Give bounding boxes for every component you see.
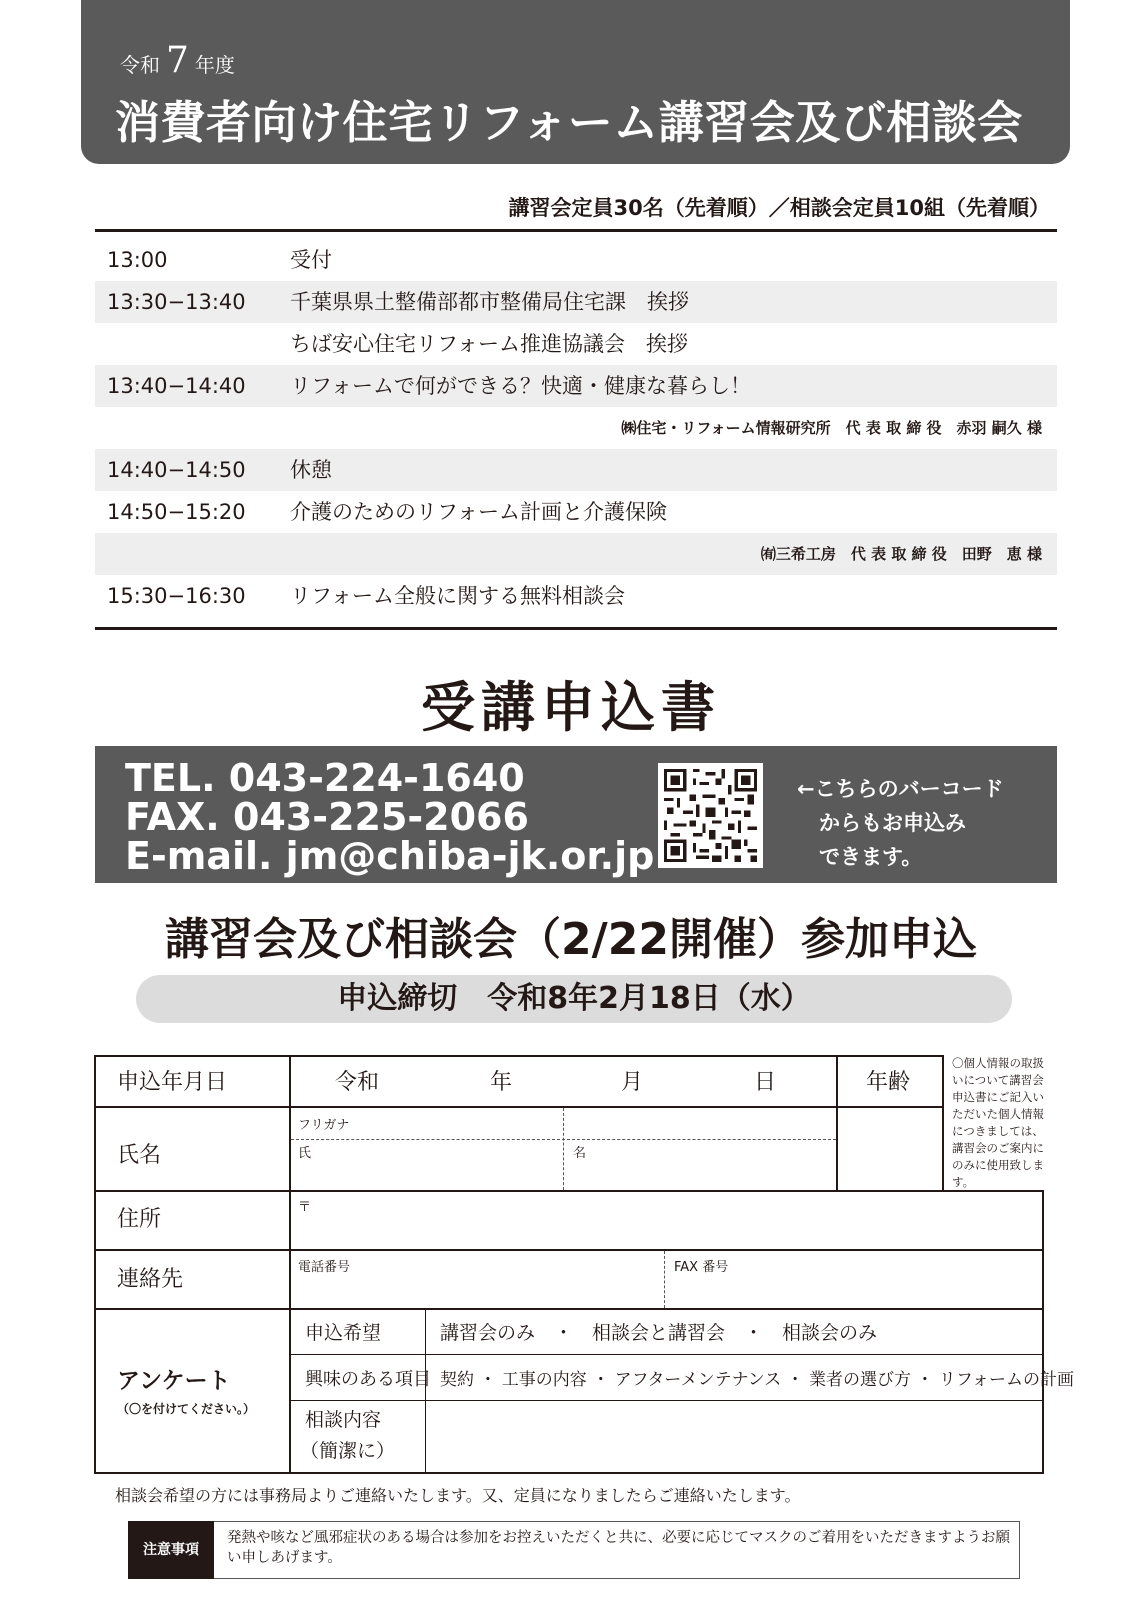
form-rule bbox=[94, 1190, 1044, 1192]
fax-field[interactable]: FAX 番号 bbox=[674, 1260, 729, 1275]
date-era: 令和 bbox=[335, 1070, 380, 1095]
date-year-field[interactable]: 年 bbox=[490, 1070, 513, 1095]
form-dashed-rule bbox=[664, 1251, 665, 1308]
qr-code-icon[interactable] bbox=[658, 763, 763, 868]
speaker-row: ㈲三希工房 代 表 取 締 役 田野 恵 様 bbox=[95, 533, 1057, 575]
interest-options[interactable]: 契約 ・ 工事の内容 ・ アフターメンテナンス ・ 業者の選び方 ・ リフォームの計画 bbox=[440, 1370, 1074, 1390]
age-label: 年齢 bbox=[866, 1070, 911, 1095]
form-border bbox=[94, 1055, 96, 1473]
address-label: 住所 bbox=[117, 1207, 162, 1232]
form-dashed-rule bbox=[563, 1108, 564, 1190]
date-day-field[interactable]: 日 bbox=[754, 1070, 777, 1095]
date-month-field[interactable]: 月 bbox=[621, 1070, 644, 1095]
interest-label: 興味のある項目 bbox=[305, 1369, 431, 1390]
qr-instruction bbox=[797, 772, 1004, 874]
speaker-row: ㈱住宅・リフォーム情報研究所 代 表 取 締 役 赤羽 嗣久 様 bbox=[621, 419, 1042, 437]
fiscal-year: 令和 7 年度 bbox=[120, 40, 235, 81]
wish-options[interactable]: 講習会のみ ・ 相談会と講習会 ・ 相談会のみ bbox=[440, 1322, 878, 1344]
tel-number[interactable]: TEL. 043-224-1640 bbox=[125, 756, 525, 800]
form-border bbox=[942, 1055, 944, 1192]
email-address[interactable]: E-mail. jm@chiba-jk.or.jp bbox=[125, 834, 655, 878]
consult-label: 相談内容 bbox=[305, 1409, 382, 1431]
schedule-bottom-rule bbox=[95, 627, 1057, 630]
schedule-row: ちば安心住宅リフォーム推進協議会 挨拶 bbox=[290, 332, 688, 356]
qr-instruction-line: できます。 bbox=[819, 845, 923, 869]
survey-label: アンケート bbox=[117, 1368, 231, 1394]
form-border bbox=[1042, 1190, 1044, 1474]
qr-instruction-line: ←こちらのバーコード bbox=[797, 777, 1004, 801]
form-rule bbox=[836, 1055, 838, 1192]
event-title: 講習会及び相談会（2/22開催）参加申込 bbox=[165, 914, 977, 965]
form-rule bbox=[94, 1106, 944, 1108]
furigana-field[interactable]: フリガナ bbox=[298, 1118, 350, 1133]
schedule-row: 15:30−16:30 リフォーム全般に関する無料相談会 bbox=[107, 584, 625, 608]
page-title: 消費者向け住宅リフォーム講習会及び相談会 bbox=[115, 96, 1023, 149]
form-border bbox=[94, 1472, 1044, 1474]
consult-content-field[interactable] bbox=[427, 1402, 1041, 1471]
contact-label: 連絡先 bbox=[117, 1267, 184, 1292]
schedule-top-rule bbox=[95, 229, 1057, 232]
contact-note: 相談会希望の方には事務局よりご連絡いたします。又、定員になりましたらご連絡いたします。 bbox=[115, 1486, 801, 1505]
survey-instruction: （〇を付けてください。） bbox=[117, 1402, 256, 1416]
privacy-note: 〇個人情報の取扱いについて講習会申込書にご記入いただいた個人情報につきましては、講習会のご案内にのみに使用致します。 bbox=[952, 1056, 1044, 1189]
deadline-banner: 申込締切 令和8年2月18日（水） bbox=[136, 975, 1012, 1023]
form-border bbox=[94, 1055, 944, 1057]
name-label: 氏名 bbox=[117, 1143, 162, 1168]
form-rule bbox=[290, 1354, 1044, 1355]
schedule-row: 13:40−14:40 リフォームで何ができる？快適・健康な暮らし！ bbox=[95, 365, 1057, 407]
given-name-field[interactable]: 名 bbox=[573, 1146, 587, 1161]
qr-instruction-line: からもお申込み bbox=[819, 811, 966, 835]
notice-text: 発熱や咳など風邪症状のある場合は参加をお控えいただくと共に、必要に応じてマスクのご着用をいただきますようお願い申しあげます。 bbox=[227, 1530, 1010, 1566]
form-rule bbox=[289, 1055, 291, 1473]
form-rule bbox=[94, 1249, 1044, 1251]
form-rule bbox=[94, 1308, 1044, 1310]
phone-field[interactable]: 電話番号 bbox=[298, 1260, 351, 1275]
consult-label-sub: （簡潔に） bbox=[300, 1440, 396, 1462]
application-title: 受講申込書 bbox=[421, 676, 721, 739]
capacity-note: 講習会定員30名（先着順）／相談会定員10組（先着順） bbox=[508, 196, 1050, 220]
wish-label: 申込希望 bbox=[305, 1322, 382, 1344]
fax-number: FAX. 043-225-2066 bbox=[125, 795, 529, 839]
date-label: 申込年月日 bbox=[117, 1070, 228, 1095]
form-rule bbox=[290, 1400, 1044, 1401]
form-rule bbox=[425, 1309, 426, 1473]
schedule-row: 13:00 受付 bbox=[107, 248, 332, 272]
notice-heading: 注意事項 bbox=[128, 1521, 214, 1579]
schedule-row: 14:40−14:50 休憩 bbox=[95, 449, 1057, 491]
postal-field[interactable]: 〒 bbox=[298, 1200, 312, 1215]
schedule-row: 13:30−13:40 千葉県県土整備部都市整備局住宅課 挨拶 bbox=[95, 281, 1057, 323]
surname-field[interactable]: 氏 bbox=[298, 1146, 312, 1161]
schedule-row: 14:50−15:20 介護のためのリフォーム計画と介護保険 bbox=[107, 500, 667, 524]
